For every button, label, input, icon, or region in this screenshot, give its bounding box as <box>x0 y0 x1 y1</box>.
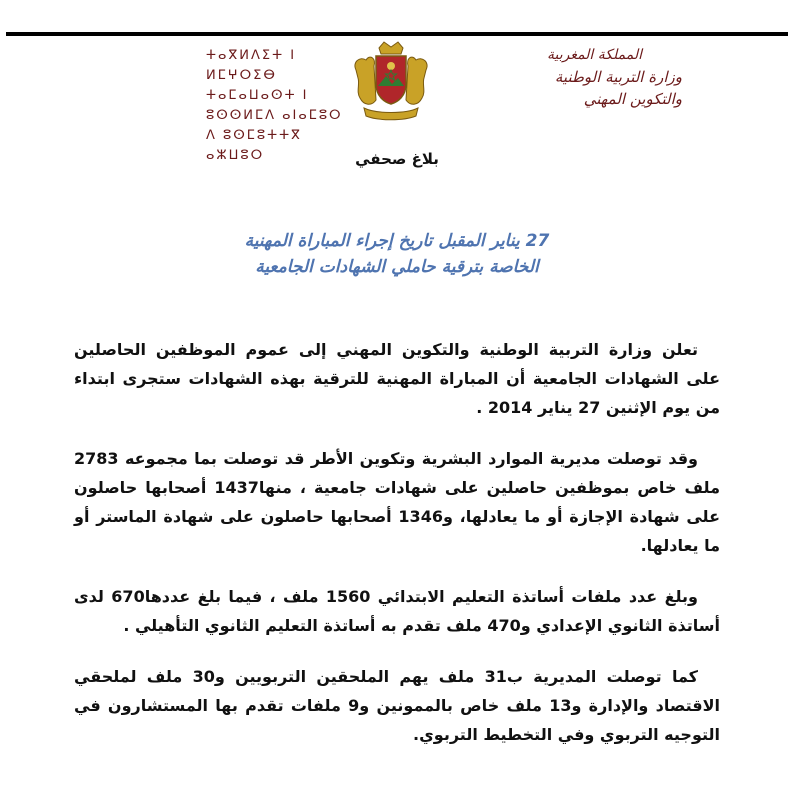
paragraph: تعلن وزارة التربية الوطنية والتكوين المهني إلى عموم الموظفين الحاصلين على الشهادات الجامعية أن المباراة المهنية للترقية بهذه الشهادات ستجرى ابتداء من يوم الإثنين 27 يناير 2014 . <box>74 340 720 417</box>
paragraph: وبلغ عدد ملفات أساتذة التعليم الابتدائي 1560 ملف ، فيما بلغ عددها670 لدى أساتذة الثانوي الإعدادي و470 ملف تقدم به أساتذة التعليم الثانوي التأهيلي . <box>74 587 720 635</box>
ministry-line: المملكة المغربية <box>546 47 642 63</box>
paragraph: كما توصلت المديرية ب31 ملف يهم الملحقين التربويين و30 ملف لملحقي الاقتصاد والإدارة و13 ملف خاص بالممونين و9 ملفات تقدم بها المستشارون في التوجيه التربوي وفي التخطيط التربوي. <box>74 667 721 744</box>
headline-line: الخاصة بترقية حاملي الشهادات الجامعية <box>255 257 539 277</box>
tifinagh-line: ⵜⴰⵎⴰⵡⴰⵙⵜ ⵏ ⵓⵙⵙⵍⵎⴷ ⴰⵏⴰⵎⵓⵔ <box>206 88 343 123</box>
ministry-name-tifinagh <box>206 46 366 166</box>
ministry-line: وزارة التربية الوطنية <box>554 68 682 86</box>
tifinagh-line: ⴷ ⵓⵙⵎⵓⵜⵜⴳ ⴰⵣⵡⵓⵔ <box>206 128 302 163</box>
headline-line: 27 يناير المقبل تاريخ إجراء المباراة المهنية <box>244 231 550 251</box>
article-body <box>74 335 720 771</box>
press-release-title: بلاغ صحفي <box>355 150 439 168</box>
ministry-line: والتكوين المهني <box>583 90 682 108</box>
ministry-name-arabic <box>452 44 682 110</box>
paragraph: وقد توصلت مديرية الموارد البشرية وتكوين الأطر قد توصلت بما مجموعه 2783 ملف خاص بموظفين حاصلين على شهادات جامعية ، منها1437 أصحابها حاصلون على شهادة الإجازة أو ما يعادلها، و1346 أصحابها حاصلون على شهادة الماستر أو ما يعادلها. <box>74 449 721 555</box>
tifinagh-line: ⵜⴰⴳⵍⴷⵉⵜ ⵏ ⵍⵎⵖⵔⵉⴱ <box>206 48 297 83</box>
headline <box>0 228 794 280</box>
moroccan-coat-of-arms-icon <box>346 40 436 126</box>
